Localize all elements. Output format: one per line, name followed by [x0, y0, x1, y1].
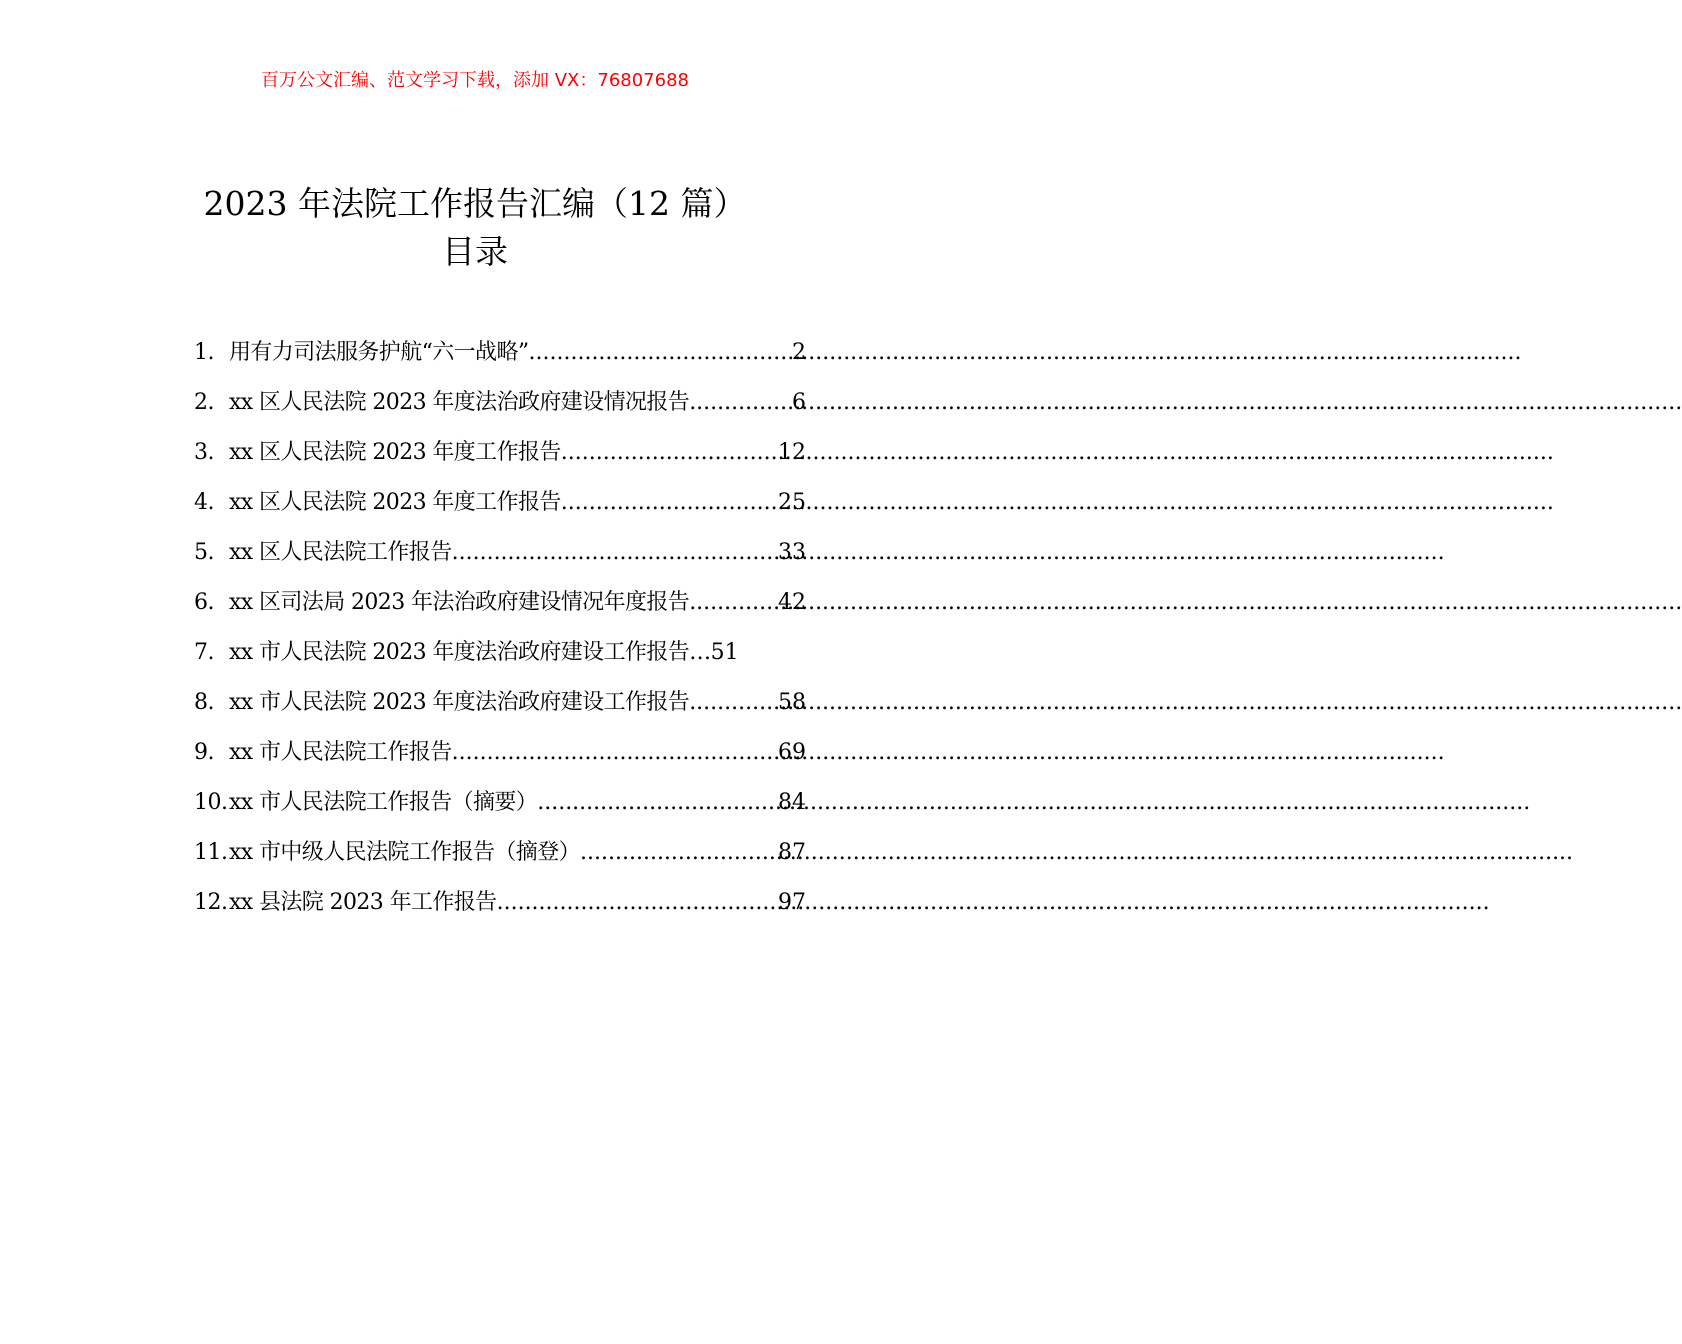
- toc-item-number: 12.: [194, 890, 228, 915]
- toc-item-title: xx 区人民法院 2023 年度工作报告: [229, 490, 561, 515]
- toc-dot-leader: [452, 730, 778, 776]
- toc-item-page: 12: [778, 440, 806, 465]
- toc-item-title: xx 市人民法院 2023 年度法治政府建设工作报告: [229, 690, 690, 715]
- toc-item-title: xx 县法院 2023 年工作报告: [229, 890, 497, 915]
- toc-dot-leader: [561, 430, 778, 476]
- toc-item-page: 84: [778, 790, 806, 815]
- toc-item-number: 9.: [194, 740, 214, 765]
- toc-item-9[interactable]: [194, 730, 806, 780]
- toc-item-title: xx 区人民法院 2023 年度工作报告: [229, 440, 561, 465]
- toc-heading: 目录: [442, 232, 508, 271]
- toc-dot-leader: [537, 780, 778, 826]
- toc-item-7[interactable]: [194, 630, 806, 680]
- toc-item-title: 用有力司法服务护航“六一战略”: [229, 340, 529, 365]
- toc-item-number: 4.: [194, 490, 214, 515]
- toc-item-3[interactable]: [194, 430, 806, 480]
- toc-item-page: 6: [792, 390, 806, 415]
- toc-item-10[interactable]: [194, 780, 806, 830]
- toc-dot-leader: [497, 880, 778, 926]
- toc-item-title: xx 区人民法院工作报告: [229, 540, 452, 565]
- toc-item-12[interactable]: [194, 880, 806, 930]
- toc-item-2[interactable]: [194, 380, 806, 430]
- toc-item-6[interactable]: [194, 580, 806, 630]
- toc-item-title: xx 区人民法院 2023 年度法治政府建设情况报告: [229, 390, 690, 415]
- toc-item-5[interactable]: [194, 530, 806, 580]
- toc-dot-leader: [452, 530, 778, 576]
- toc-item-title: xx 市人民法院工作报告: [229, 740, 452, 765]
- toc-item-page: 69: [778, 740, 806, 765]
- toc-item-page: 58: [778, 690, 806, 715]
- toc-item-title: xx 市人民法院工作报告（摘要）: [229, 790, 538, 815]
- toc-item-11[interactable]: [194, 830, 806, 880]
- toc-item-number: 2.: [194, 390, 214, 415]
- toc-item-title: xx 市中级人民法院工作报告（摘登）: [229, 840, 581, 865]
- toc-item-8[interactable]: [194, 680, 806, 730]
- document-title: 2023 年法院工作报告汇编（12 篇）: [203, 184, 747, 223]
- toc-item-page: 87: [778, 840, 806, 865]
- toc-item-number: 3.: [194, 440, 214, 465]
- toc-dot-leader: [529, 330, 793, 376]
- toc-item-4[interactable]: [194, 480, 806, 530]
- toc-item-1[interactable]: [194, 330, 806, 380]
- toc-item-page: 97: [778, 890, 806, 915]
- title-block: [0, 180, 950, 276]
- toc-item-number: 11.: [194, 840, 228, 865]
- toc-item-title: xx 区司法局 2023 年法治政府建设情况年度报告: [229, 590, 690, 615]
- toc-item-number: 6.: [194, 590, 214, 615]
- toc-dot-leader: [689, 580, 778, 626]
- toc-item-number: 1.: [194, 340, 214, 365]
- toc-item-number: 8.: [194, 690, 214, 715]
- toc-item-page: 42: [778, 590, 806, 615]
- toc-dot-leader: [689, 680, 778, 726]
- toc-item-page: 25: [778, 490, 806, 515]
- toc-dot-leader: [689, 380, 792, 426]
- header-note: 百万公文汇编、范文学习下载，添加 VX：76807688: [261, 70, 689, 91]
- toc-item-page: 2: [792, 340, 806, 365]
- toc-item-title: xx 市人民法院 2023 年度法治政府建设工作报告…: [229, 640, 711, 665]
- toc-item-page: 33: [778, 540, 806, 565]
- toc-item-page: 51: [710, 640, 739, 665]
- toc-item-number: 5.: [194, 540, 214, 565]
- table-of-contents: [194, 330, 806, 930]
- toc-dot-leader: [580, 830, 778, 876]
- toc-dot-leader: [561, 480, 778, 526]
- toc-item-number: 10.: [194, 790, 228, 815]
- toc-item-number: 7.: [194, 640, 214, 665]
